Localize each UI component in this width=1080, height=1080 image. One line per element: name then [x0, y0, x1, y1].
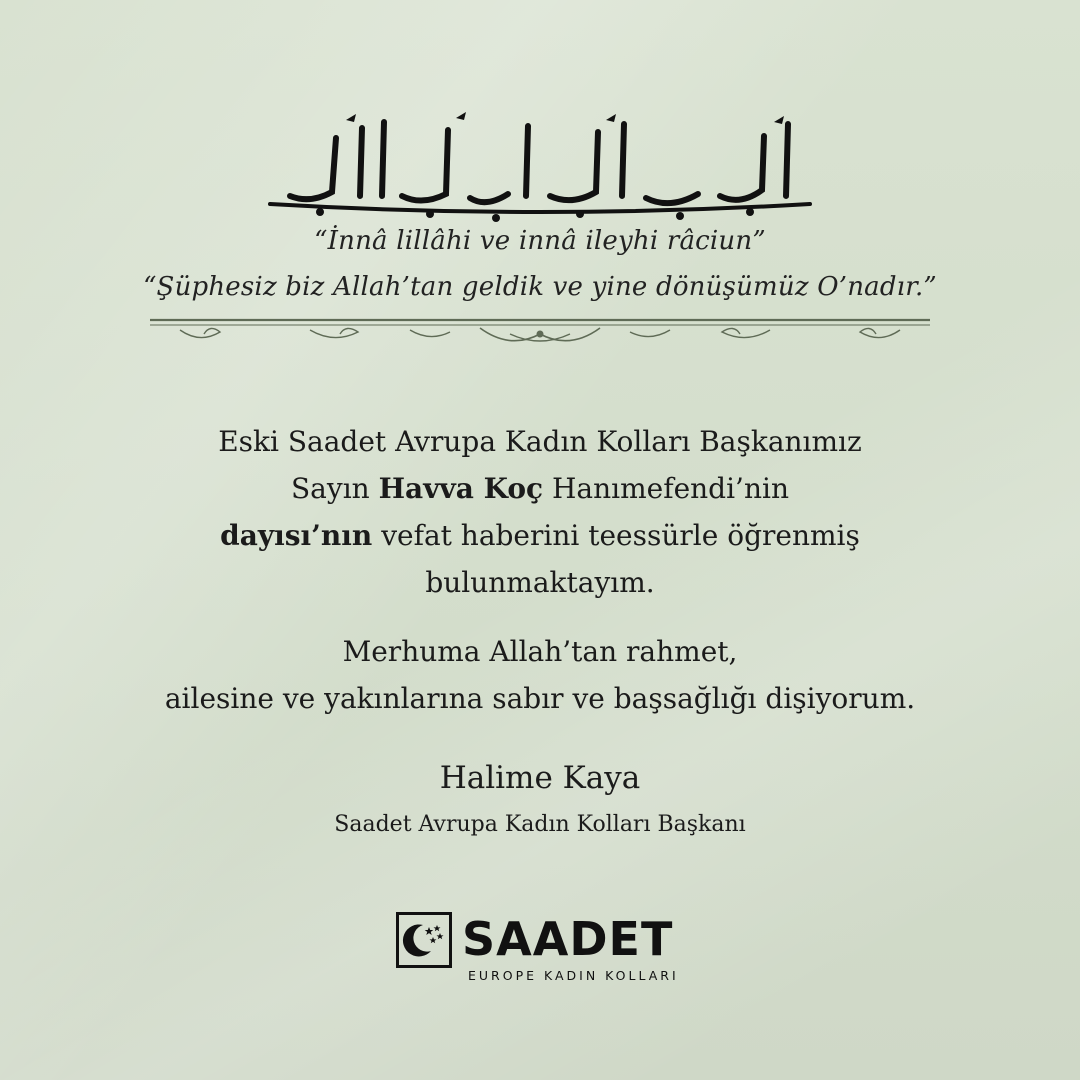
arabic-calligraphy: [250, 108, 830, 226]
calligraphy-baseline: [270, 204, 810, 212]
transliteration-text: “İnnâ lillâhi ve innâ ileyhi râciun”: [314, 226, 766, 256]
signer-name: Halime Kaya: [439, 760, 641, 796]
calligraphy-stroke: [622, 124, 624, 196]
calligraphy-stroke: [290, 138, 336, 199]
condolence-message: [0, 418, 1080, 722]
message-line: Eski Saadet Avrupa Kadın Kolları Başkanımız: [218, 425, 862, 458]
crescent-star-icon: [399, 915, 449, 965]
logo-wordmark: SAADET: [462, 912, 674, 966]
message-line: ailesine ve yakınlarına sabır ve başsağlığı dişiyorum.: [164, 682, 916, 715]
signer-title: Saadet Avrupa Kadın Kolları Başkanı: [334, 812, 746, 837]
calligraphy-stroke: [646, 194, 698, 203]
calligraphy-stroke: [382, 122, 384, 196]
calligraphy-stroke: [402, 130, 448, 201]
message-line: dayısı’nın vefat haberini teessürle öğrenmiş: [220, 519, 860, 552]
relation-emphasis: dayısı’nın: [220, 519, 373, 552]
saadet-logo: [396, 912, 696, 992]
calligraphy-stroke: [720, 136, 764, 200]
deceased-relative-name: Havva Koç: [378, 472, 544, 505]
message-line: bulunmaktayım.: [425, 566, 655, 599]
calligraphy-stroke: [526, 126, 528, 196]
logo-subtitle: EUROPE KADIN KOLLARI: [468, 968, 679, 983]
calligraphy-stroke: [360, 128, 362, 196]
calligraphy-stroke: [550, 132, 598, 200]
calligraphy-graphic: [250, 108, 830, 226]
calligraphy-stroke: [786, 124, 788, 196]
calligraphy-stroke: [470, 194, 508, 202]
translation-text: “Şüphesiz biz Allah’tan geldik ve yine dönüşümüz O’nadır.”: [143, 272, 937, 302]
logo-emblem: [396, 912, 452, 968]
message-line: Sayın Havva Koç Hanımefendi’nin: [291, 472, 789, 505]
ornamental-divider: [150, 312, 930, 348]
message-line: Merhuma Allah’tan rahmet,: [342, 635, 738, 668]
